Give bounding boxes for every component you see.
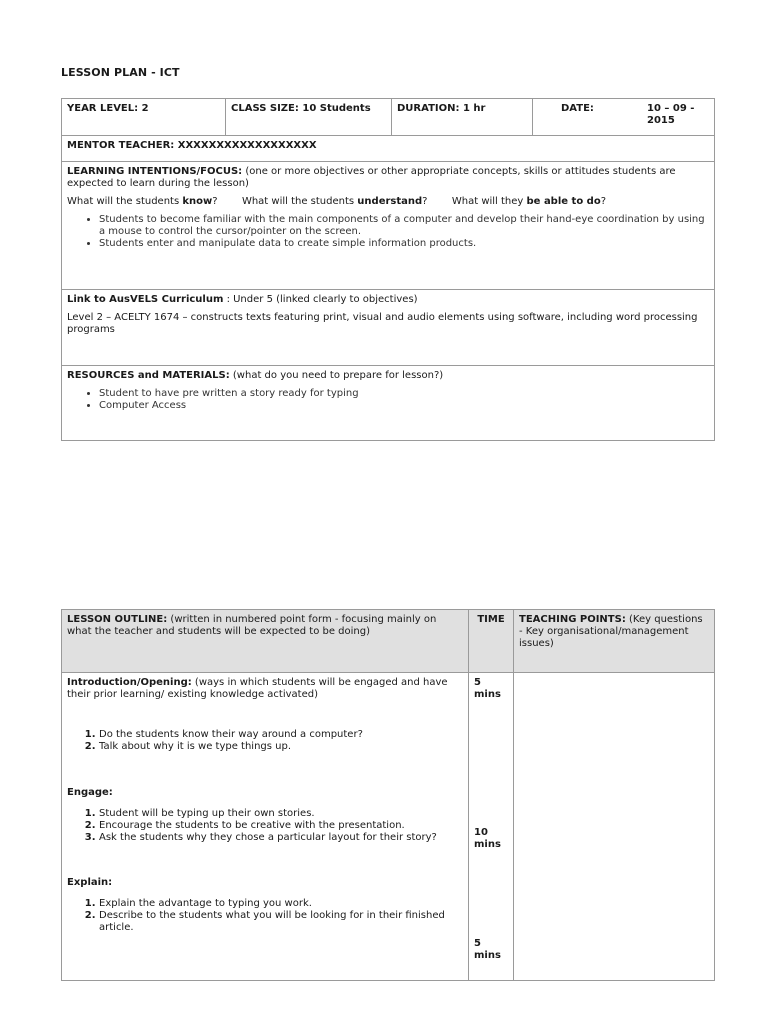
learning-intentions-cell: LEARNING INTENTIONS/FOCUS: (one or more objectives or other appropriate concepts, skills or attitudes students are expected to learn during the lesson) What will the students know? What will the students understand? What will they be able to do? • Students to become familiar with the main components of a computer and develop their hand-eye coordination by using a mouse to control the cursor/pointer on the screen. • Students enter and manipulate data to create simple information products. xyxy=(62,162,715,290)
list-item: 2. Describe to the students what you will be looking for in their finished article. xyxy=(99,910,463,934)
class-size-cell: CLASS SIZE: 10 Students xyxy=(226,99,392,136)
engage-list xyxy=(67,808,463,844)
date-cell: DATE: 10 – 09 - 2015 xyxy=(533,99,715,136)
resources-cell: RESOURCES and MATERIALS: (what do you need to prepare for lesson?) • Student to have pre written a story ready for typing • Computer Access xyxy=(62,366,715,441)
teaching-points-header-cell: TEACHING POINTS: (Key questions - Key organisational/management issues) xyxy=(514,610,715,673)
lesson-info-table xyxy=(61,98,715,441)
duration-cell: DURATION: 1 hr xyxy=(392,99,533,136)
list-item: • Students to become familiar with the main components of a computer and develop their hand-eye coordination by using a mouse to control the cursor/pointer on the screen. xyxy=(99,214,709,238)
list-item: 1. Student will be typing up their own stories. xyxy=(99,808,463,820)
outline-body-cell: Introduction/Opening: (ways in which students will be engaged and have their prior learning/ existing knowledge activated) 1. Do the students know their way around a computer? 2. Talk about why it is we type things up. Engage: 1. Student will be typing up their own stories. 2. Encourage the students to be creative with the presentation. 3. Ask the students why they chose a particular layout for their story? Explain: 1. Explain the advantage to typing you work. 2. Describe to the students what you will be looking for in their finished article. xyxy=(62,673,469,981)
list-item: 1. Explain the advantage to typing you work. xyxy=(99,898,463,910)
resources-bullet-list xyxy=(67,388,709,412)
list-item: • Students enter and manipulate data to create simple information products. xyxy=(99,238,709,250)
list-item: 3. Ask the students why they chose a particular layout for their story? xyxy=(99,832,463,844)
intro-list xyxy=(67,729,463,753)
mentor-teacher-cell: MENTOR TEACHER: XXXXXXXXXXXXXXXXXX xyxy=(62,136,715,162)
list-item: • Computer Access xyxy=(99,400,709,412)
time-header-cell: TIME xyxy=(469,610,514,673)
curriculum-cell: Link to AusVELS Curriculum : Under 5 (linked clearly to objectives) Level 2 – ACELTY 1674 – constructs texts featuring print, visual and audio elements using software, including word processing programs xyxy=(62,290,715,366)
list-item: 2. Encourage the students to be creative with the presentation. xyxy=(99,820,463,832)
explain-heading: Explain: xyxy=(67,877,113,888)
list-item: • Student to have pre written a story ready for typing xyxy=(99,388,709,400)
teaching-points-body-cell xyxy=(514,673,715,981)
engage-heading: Engage: xyxy=(67,787,113,798)
list-item: 1. Do the students know their way around a computer? xyxy=(99,729,463,741)
year-level-cell: YEAR LEVEL: 2 xyxy=(62,99,226,136)
date-value: 10 – 09 - 2015 xyxy=(647,103,695,126)
explain-list xyxy=(67,898,463,934)
document-title: LESSON PLAN - ICT xyxy=(61,66,180,79)
outline-header-cell: LESSON OUTLINE: (written in numbered point form - focusing mainly on what the teacher and students will be expected to be doing) xyxy=(62,610,469,673)
list-item: 2. Talk about why it is we type things up. xyxy=(99,741,463,753)
lesson-outline-table xyxy=(61,609,715,981)
time-body-cell: 5 mins 10 mins 5 mins xyxy=(469,673,514,981)
learning-bullet-list xyxy=(67,214,709,250)
